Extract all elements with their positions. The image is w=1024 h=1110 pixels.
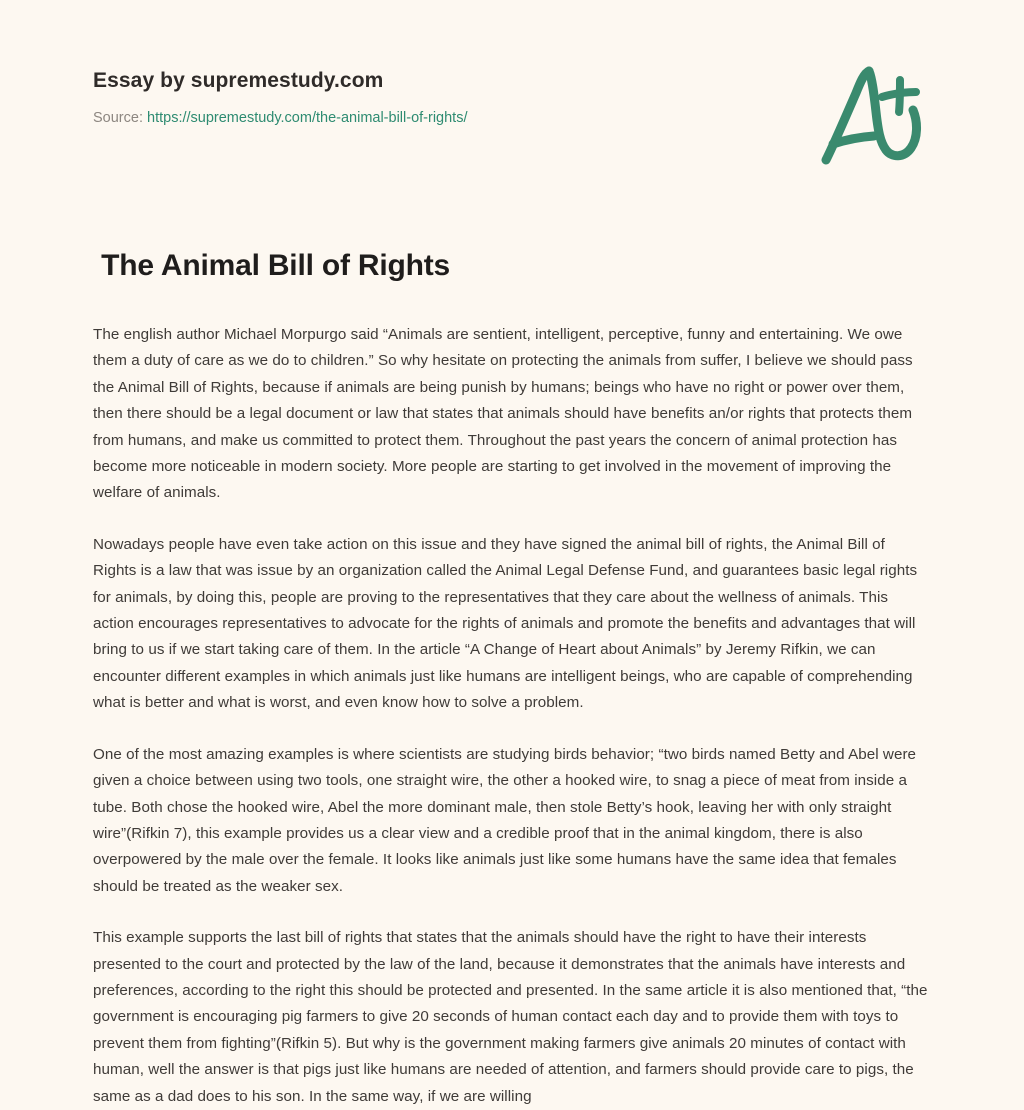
paragraph: Nowadays people have even take action on this issue and they have signed the animal bill of rights, the Animal Bill of Rights is a law that was issue by an organization called the Animal Legal Defense Fund, and guarantees basic legal rights for animals, by doing this, people are proving to the representatives that they care about the wellness of animals. This action encourages representatives to advocate for the rights of animals and promote the benefits and advantages that will bring to us if we start taking care of them. In the article “A Change of Heart about Animals” by Jeremy Rifkin, we can encounter different examples in which animals just like humans are intelligent beings, who are capable of comprehending what is better and what is worst, and even know how to solve a problem.: [93, 535, 918, 712]
brand-logo-a-plus[interactable]: [812, 60, 930, 172]
source-url-link[interactable]: https://supremestudy.com/the-animal-bill-of-rights/: [147, 110, 468, 126]
paragraph: The english author Michael Morpurgo said “Animals are sentient, intelligent, perceptive, funny and entertaining. We owe them a duty of care as we do to children.” So why hesitate on protecting the animals from suffer, I believe we should pass the Animal Bill of Rights, because if animals are being punish by humans; beings who have no right or power over them, then there should be a legal document or law that states that animals should have benefits an/or rights that protects them from humans, and make us committed to protect them. Throughout the past years the concern of animal protection has become more noticeable in modern society. More people are starting to get involved in the movement of improving the welfare of animals.: [93, 326, 913, 502]
article-body: [93, 248, 931, 1110]
paragraph: This example supports the last bill of rights that states that the animals should have the right to have their interests presented to the court and protected by the law of the land, because it demonstrates that the animals have interests and preferences, according to the right this should be protected and presented. In the same article it is also mentioned that, “the government is encouraging pig farmers to give 20 seconds of human contact each day and to provide them with toys to prevent them from fighting”(Rifkin 5). But why is the government making farmers give animals 20 minutes of contact with human, well the answer is that pigs just like humans are needed of attention, and farmers should provide care to pigs, the same as a dad does to his son. In the same way, if we are willing: [93, 929, 928, 1105]
brand-title: Essay by supremestudy.com: [93, 69, 384, 92]
paragraph: One of the most amazing examples is where scientists are studying birds behavior; “two birds named Betty and Abel were given a choice between using two tools, one straight wire, the other a hooked wire, to snag a piece of meat from inside a tube. Both chose the hooked wire, Abel the more dominant male, then stole Betty’s hook, leaving her with only straight wire”(Rifkin 7), this example provides us a clear view and a credible proof that in the animal kingdom, there is also overpowered by the male over the female. It looks like animals just like some humans have the same idea that females should be treated as the weaker sex.: [93, 745, 917, 895]
page-header: [0, 0, 1024, 200]
a-plus-logo-icon: [812, 60, 930, 172]
source-label: Source:: [93, 110, 143, 126]
brand-block: [93, 68, 733, 128]
page-title: The Animal Bill of Rights: [93, 249, 451, 282]
source-line: [93, 108, 733, 128]
